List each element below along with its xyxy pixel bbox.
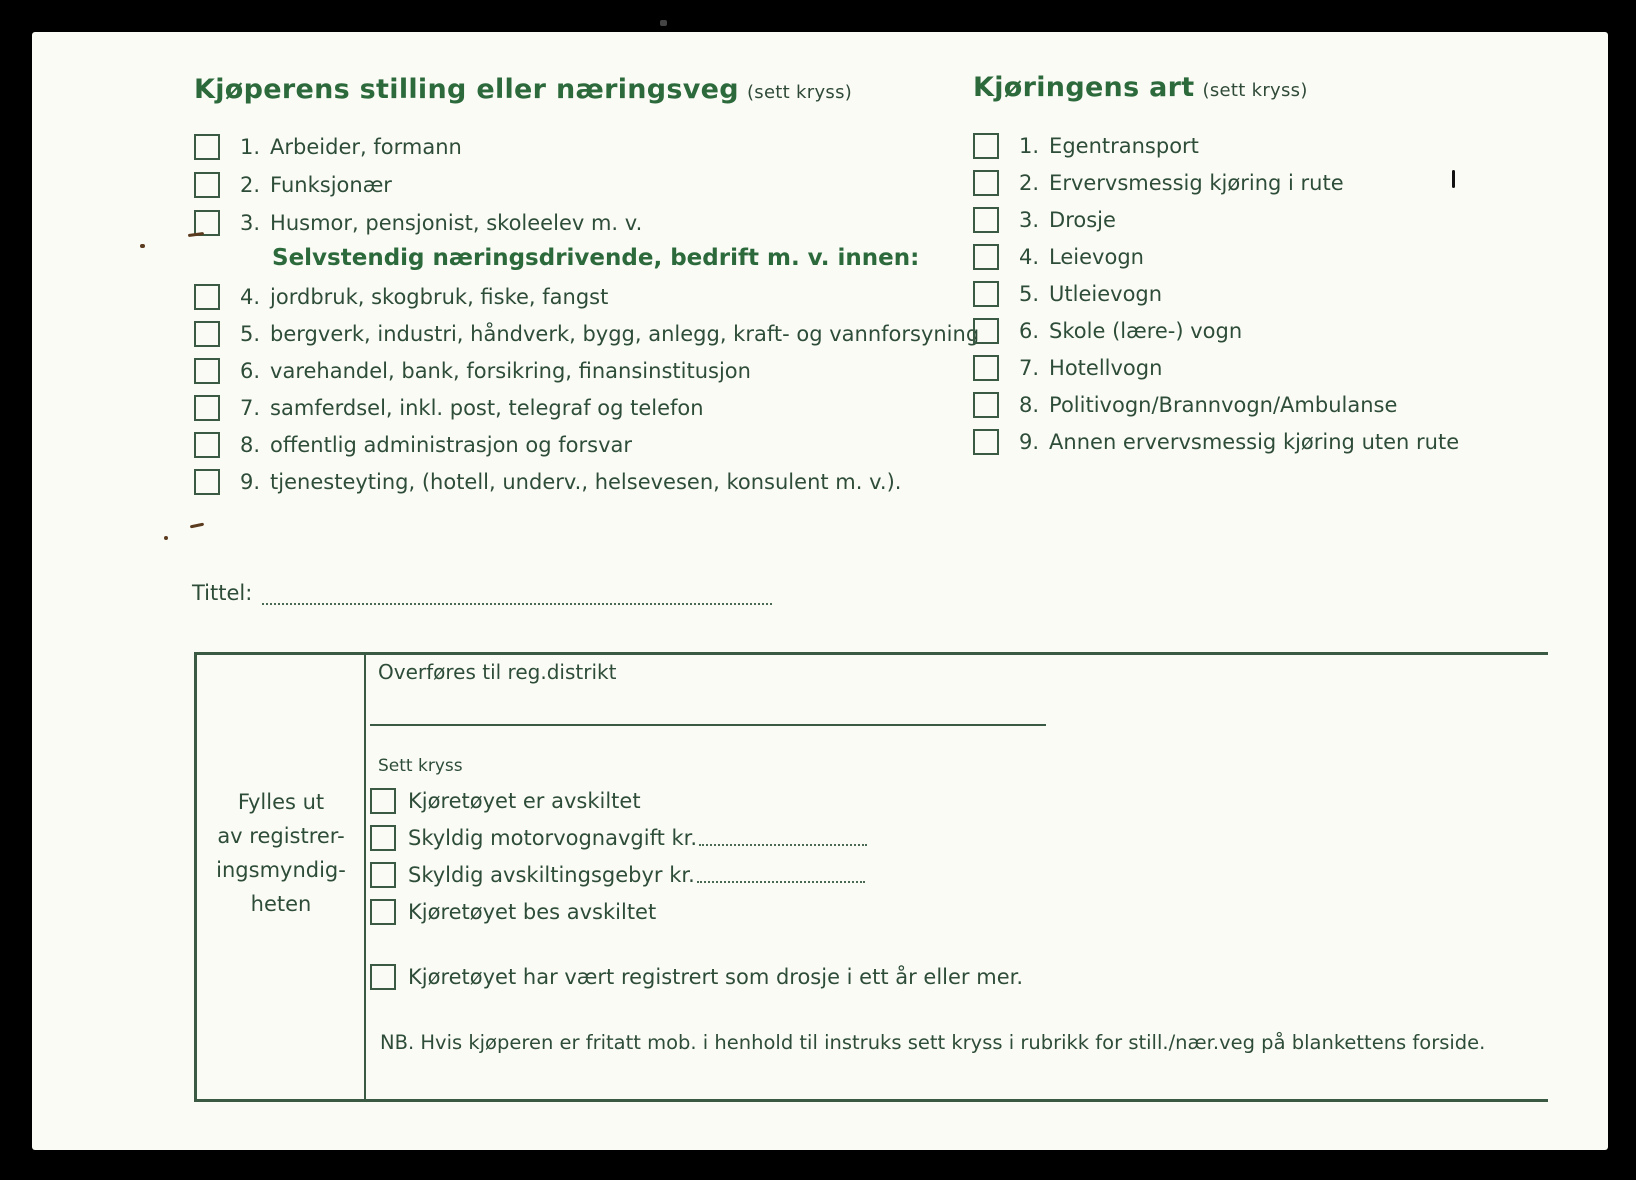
option-label: Husmor, pensjonist, skoleelev m. v. [270, 211, 643, 235]
driving-option-2[interactable] [973, 170, 1344, 196]
option-number: 1. [1019, 134, 1040, 158]
occupation-option-8[interactable] [194, 432, 632, 458]
check-taxi-registered[interactable] [370, 964, 1023, 990]
occupation-option-7[interactable] [194, 395, 704, 421]
option-label: Leievogn [1049, 245, 1144, 269]
check-label: Kjøretøyet bes avskiltet [408, 900, 657, 924]
title-field[interactable] [192, 581, 772, 605]
buyer-occupation-heading [194, 74, 852, 105]
checkbox[interactable] [973, 170, 999, 196]
option-number: 2. [240, 173, 261, 197]
occupation-option-4[interactable] [194, 284, 608, 310]
driving-option-8[interactable] [973, 392, 1397, 418]
option-label: Politivogn/Brannvogn/Ambulanse [1049, 393, 1398, 417]
option-label: samferdsel, inkl. post, telegraf og telefon [270, 396, 704, 420]
buyer-occupation-note: (sett kryss) [746, 82, 853, 103]
checkbox[interactable] [973, 133, 999, 159]
transfer-underline [370, 724, 1046, 726]
driving-option-3[interactable] [973, 207, 1116, 233]
amount-dotted-line[interactable] [697, 867, 865, 883]
checkbox[interactable] [370, 899, 396, 925]
ink-speck [140, 244, 145, 248]
checkbox[interactable] [194, 432, 220, 458]
occupation-option-6[interactable] [194, 358, 751, 384]
ink-speck [164, 536, 168, 540]
option-number: 1. [240, 135, 261, 159]
transfer-district-label: Overføres til reg.distrikt [378, 660, 617, 684]
option-number: 4. [1019, 245, 1040, 269]
checkbox[interactable] [973, 392, 999, 418]
driving-option-9[interactable] [973, 429, 1459, 455]
title-dotted-line[interactable] [262, 589, 772, 605]
option-label: Funksjonær [270, 173, 392, 197]
check-label: Kjøretøyet har vært registrert som drosje i ett år eller mer. [408, 965, 1023, 989]
checkbox[interactable] [194, 395, 220, 421]
checkbox[interactable] [973, 244, 999, 270]
occupation-option-1[interactable] [194, 134, 462, 160]
driving-option-7[interactable] [973, 355, 1162, 381]
option-number: 9. [1019, 430, 1040, 454]
checkbox[interactable] [194, 469, 220, 495]
amount-dotted-line[interactable] [699, 830, 867, 846]
option-number: 6. [240, 359, 261, 383]
sett-kryss-label: Sett kryss [378, 756, 463, 776]
panel-top-border [194, 652, 1548, 655]
checkbox[interactable] [194, 321, 220, 347]
side-label-line: Fylles ut [237, 790, 325, 814]
ink-mark [1452, 170, 1455, 188]
option-label: Hotellvogn [1049, 356, 1163, 380]
checkbox[interactable] [973, 207, 999, 233]
occupation-option-3[interactable] [194, 210, 642, 236]
option-label: jordbruk, skogbruk, fiske, fangst [270, 285, 609, 309]
checkbox[interactable] [194, 134, 220, 160]
side-label-line: heten [250, 892, 312, 916]
check-motor-vehicle-fee[interactable] [370, 825, 867, 851]
option-label: Utleievogn [1049, 282, 1163, 306]
option-label: Egentransport [1049, 134, 1199, 158]
side-label-line: ingsmyndig- [216, 858, 346, 882]
checkbox[interactable] [973, 355, 999, 381]
checkbox[interactable] [973, 429, 999, 455]
occupation-option-2[interactable] [194, 172, 392, 198]
driving-option-6[interactable] [973, 318, 1242, 344]
option-number: 7. [240, 396, 261, 420]
checkbox[interactable] [370, 788, 396, 814]
check-request-deregistration[interactable] [370, 899, 656, 925]
checkbox[interactable] [370, 825, 396, 851]
side-label-line: av registrer- [217, 824, 345, 848]
option-number: 8. [240, 433, 261, 457]
registration-authority-label [196, 785, 366, 921]
option-label: varehandel, bank, forsikring, finansinstitusjon [270, 359, 751, 383]
option-number: 6. [1019, 319, 1040, 343]
option-label: offentlig administrasjon og forsvar [270, 433, 633, 457]
driving-type-note: (sett kryss) [1202, 80, 1308, 101]
check-label: Skyldig avskiltingsgebyr kr. [408, 863, 695, 887]
self-employed-subheading: Selvstendig næringsdrivende, bedrift m. v. innen: [272, 245, 920, 271]
occupation-option-5[interactable] [194, 321, 979, 347]
option-label: Ervervsmessig kjøring i rute [1049, 171, 1344, 195]
title-label: Tittel: [192, 581, 253, 605]
check-deregistration-fee[interactable] [370, 862, 865, 888]
checkbox[interactable] [973, 281, 999, 307]
option-label: Skole (lære-) vogn [1049, 319, 1243, 343]
check-label: Skyldig motorvognavgift kr. [408, 826, 698, 850]
option-label: bergverk, industri, håndverk, bygg, anlegg, kraft- og vannforsyning [270, 322, 980, 346]
panel-bottom-border [194, 1099, 1548, 1102]
driving-option-5[interactable] [973, 281, 1162, 307]
check-deregistered[interactable] [370, 788, 641, 814]
checkbox[interactable] [370, 964, 396, 990]
option-label: Annen ervervsmessig kjøring uten rute [1049, 430, 1460, 454]
checkbox[interactable] [194, 358, 220, 384]
paper-speck [660, 20, 667, 26]
driving-option-4[interactable] [973, 244, 1144, 270]
option-number: 3. [1019, 208, 1040, 232]
option-label: tjenesteyting, (hotell, underv., helsevesen, konsulent m. v.). [270, 470, 902, 494]
option-number: 5. [1019, 282, 1040, 306]
occupation-option-9[interactable] [194, 469, 901, 495]
option-number: 2. [1019, 171, 1040, 195]
driving-option-1[interactable] [973, 133, 1199, 159]
option-number: 7. [1019, 356, 1040, 380]
option-label: Drosje [1049, 208, 1116, 232]
checkbox[interactable] [370, 862, 396, 888]
check-label: Kjøretøyet er avskiltet [408, 789, 641, 813]
buyer-occupation-title: Kjøperens stilling eller næringsveg [194, 74, 739, 105]
driving-type-title: Kjøringens art [973, 72, 1195, 103]
checkbox[interactable] [194, 172, 220, 198]
checkbox[interactable] [973, 318, 999, 344]
nb-note: NB. Hvis kjøperen er fritatt mob. i henhold til instruks sett kryss i rubrikk for still./nær.veg på blankettens forside. [380, 1031, 1486, 1054]
option-number: 4. [240, 285, 261, 309]
option-label: Arbeider, formann [270, 135, 462, 159]
checkbox[interactable] [194, 284, 220, 310]
option-number: 3. [240, 211, 261, 235]
option-number: 5. [240, 322, 261, 346]
driving-type-heading [973, 72, 1308, 103]
option-number: 8. [1019, 393, 1040, 417]
option-number: 9. [240, 470, 261, 494]
